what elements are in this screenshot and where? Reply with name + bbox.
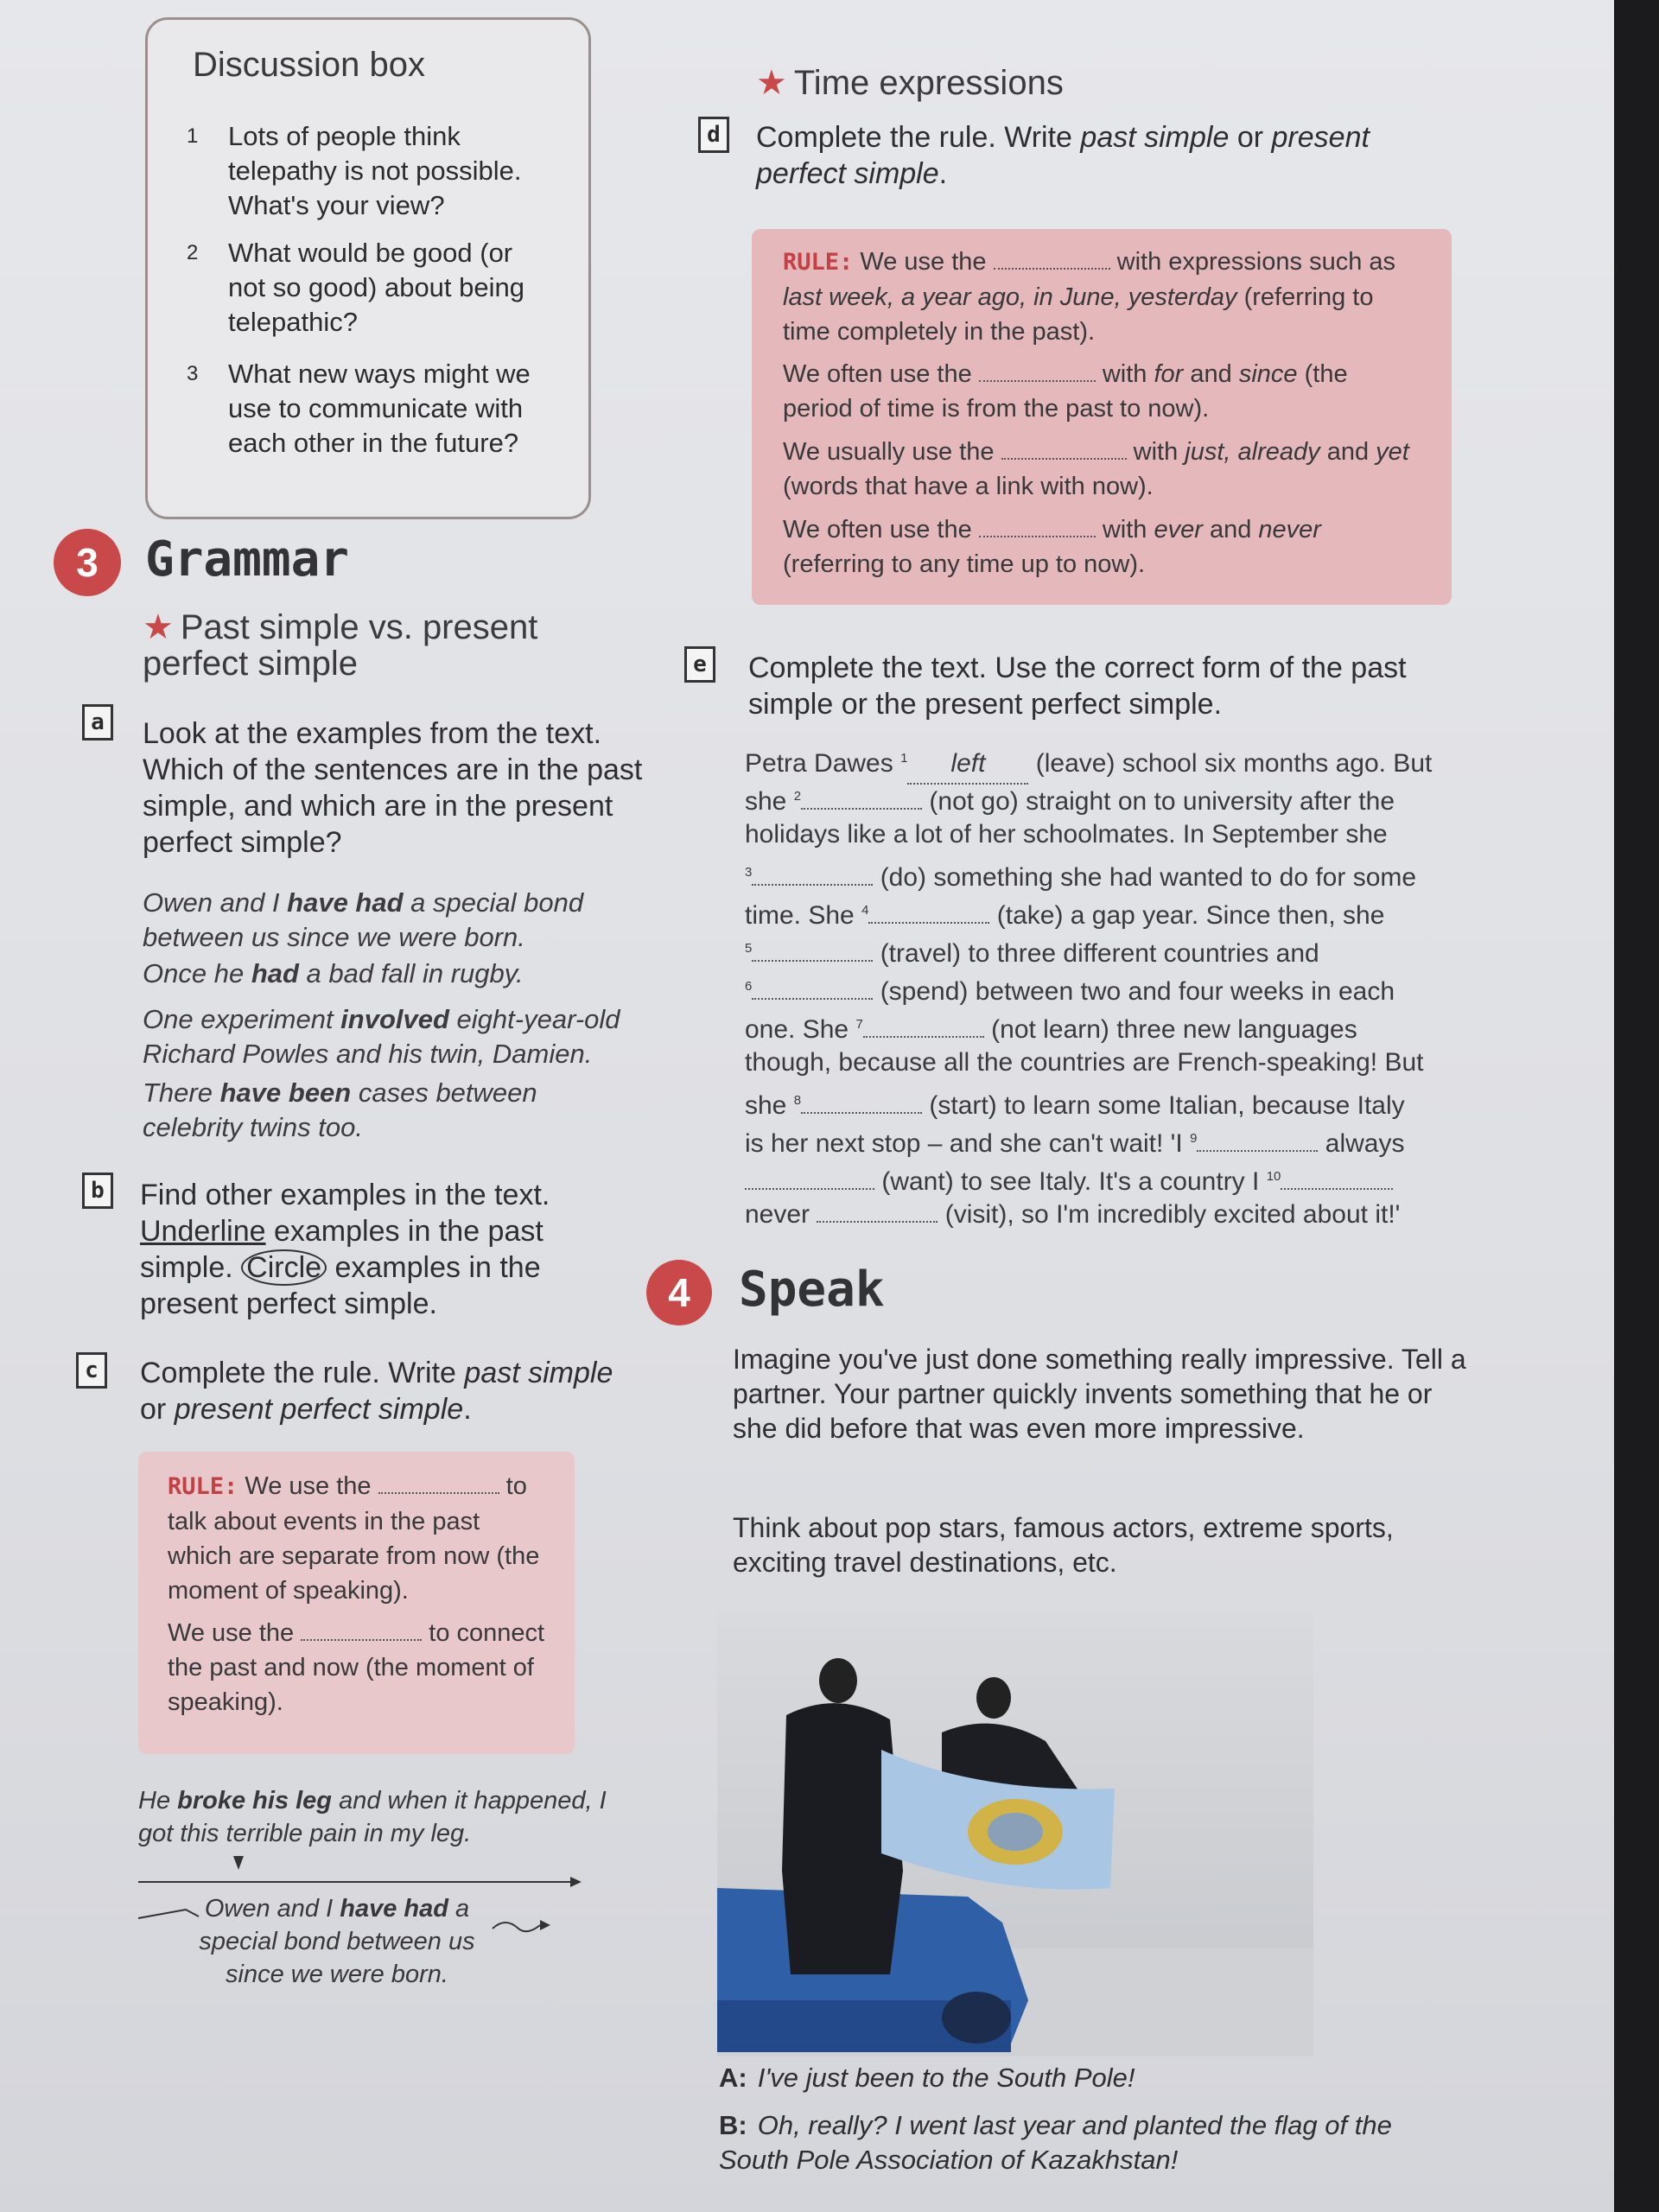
text-line: never (visit), so I'm incredibly excited about it!' [745,1200,1401,1229]
item-number: 3 [187,362,199,385]
text-line: $^5$ (travel) to three different countries and [745,939,1319,968]
book-spine-shadow [1614,0,1659,2212]
example-sentence: One experiment involved eight-year-old Richard Powles and his twin, Damien. [143,1004,620,1069]
section-title-grammar: Grammar [145,531,350,588]
rule-c-2: We use the to connect the past and now (the moment of speaking). [168,1619,545,1716]
rule-box-c [138,1452,575,1754]
exercise-letter-a: a [82,704,113,741]
answer-blank [1001,439,1127,460]
dialog-line-b: B: Oh, really? I went last year and planted the flag of the South Pole Association of Kazakhstan! [719,2110,1392,2175]
example-sentence: Owen and I have had a special bond between us since we were born. [143,887,584,952]
text-line: is her next stop – and she can't wait! 'I $^9$ always [745,1129,1405,1158]
timeline-example-2: Owen and I have had a special bond between us since we were born. [199,1895,475,1988]
text-line: she $^2$ (not go) straight on to university after the [745,787,1395,816]
star-icon: ★ [143,608,174,646]
text-line: one. She $^7$ (not learn) three new languages [745,1015,1357,1044]
rule-d-1: RULE: We use the with expressions such as last week, a year ago, in June, yesterday (referring to time completely in the past). [783,248,1396,346]
item-text: What new ways might we use to communicate with each other in the future? [228,359,531,458]
timeline-example-1: He broke his leg and when it happened, I got this terrible pain in my leg. [138,1787,607,1847]
discussion-box [145,17,591,519]
grammar-subheading [143,609,592,682]
exercise-letter-c: c [76,1352,107,1389]
rule-d-3: We usually use the with just, already and yet (words that have a link with now). [783,438,1409,500]
answer-blank [979,517,1096,537]
rule-d-2: We often use the with for and since (the period of time is from the past to now). [783,360,1348,423]
example-sentence: Once he had a bad fall in rugby. [143,958,524,988]
rule-c-1: RULE: We use the to talk about events in the past which are separate from now (the moment of speaking). [168,1472,540,1605]
section-number-badge: 4 [646,1260,712,1325]
task-c: Complete the rule. Write past simple or present perfect simple. [140,1357,613,1426]
heading-text: Time expressions [793,64,1064,102]
text-line: she $^8$ (start) to learn some Italian, because Italy [745,1091,1405,1120]
answer-blank [979,361,1096,382]
section-title-speak: Speak [739,1262,885,1318]
rule-d-4: We often use the with ever and never (referring to any time up to now). [783,516,1321,578]
exercise-letter-e: e [684,646,715,683]
text-line: $^6$ (spend) between two and four weeks in each [745,977,1395,1006]
exercise-letter-b: b [82,1173,113,1209]
discussion-title: Discussion box [193,46,426,84]
task-b: Find other examples in the text. Underline examples in the past simple. Circle examples in the present perfect simple. [140,1179,550,1320]
star-icon: ★ [756,64,787,102]
item-number: 2 [187,241,199,264]
text-line: $^3$ (do) something she had wanted to do for some [745,863,1417,892]
item-text: What would be good (or not so good) about being telepathic? [228,238,524,337]
answer-blank [378,1473,499,1494]
text-line: (want) to see Italy. It's a country I $^{10}$ [745,1158,1471,1201]
exercise-letter-d: d [698,117,729,153]
text-line: though, because all the countries are French-speaking! But [745,1048,1424,1077]
task-d: Complete the rule. Write past simple or present perfect simple. [756,121,1370,190]
item-text: Lots of people think telepathy is not possible. What's your view? [228,121,522,220]
text-line: holidays like a lot of her schoolmates. In September she [745,820,1388,849]
task-e: Complete the text. Use the correct form of the past simple or the present perfect simple. [748,652,1407,721]
text-line: time. She $^4$ (take) a gap year. Since then, she [745,901,1385,930]
rule-box-d [752,229,1452,605]
item-number: 1 [187,124,199,148]
example-sentence: There have been cases between celebrity twins too. [143,1077,537,1142]
text-line: Petra Dawes $^1$ left (leave) school six months ago. But [745,740,1471,785]
south-pole-photo [717,1611,1313,2056]
answer-blank [301,1620,422,1641]
answer-blank [994,249,1110,270]
dialog-line-a: A: I've just been to the South Pole! [719,2063,1135,2093]
section-number-badge: 3 [54,529,121,596]
subheading-text: Past simple vs. present perfect simple [143,608,538,683]
time-expressions-heading [756,65,1064,101]
speak-instructions: Imagine you've just done something really impressive. Tell a partner. Your partner quickly invents something that he or she did before that was even more impressive. [733,1344,1466,1444]
task-a: Look at the examples from the text. Which of the sentences are in the past simple, and which are in the present perfect simple? [143,717,643,859]
speak-ideas: Think about pop stars, famous actors, extreme sports, exciting travel destinations, etc. [733,1512,1394,1578]
